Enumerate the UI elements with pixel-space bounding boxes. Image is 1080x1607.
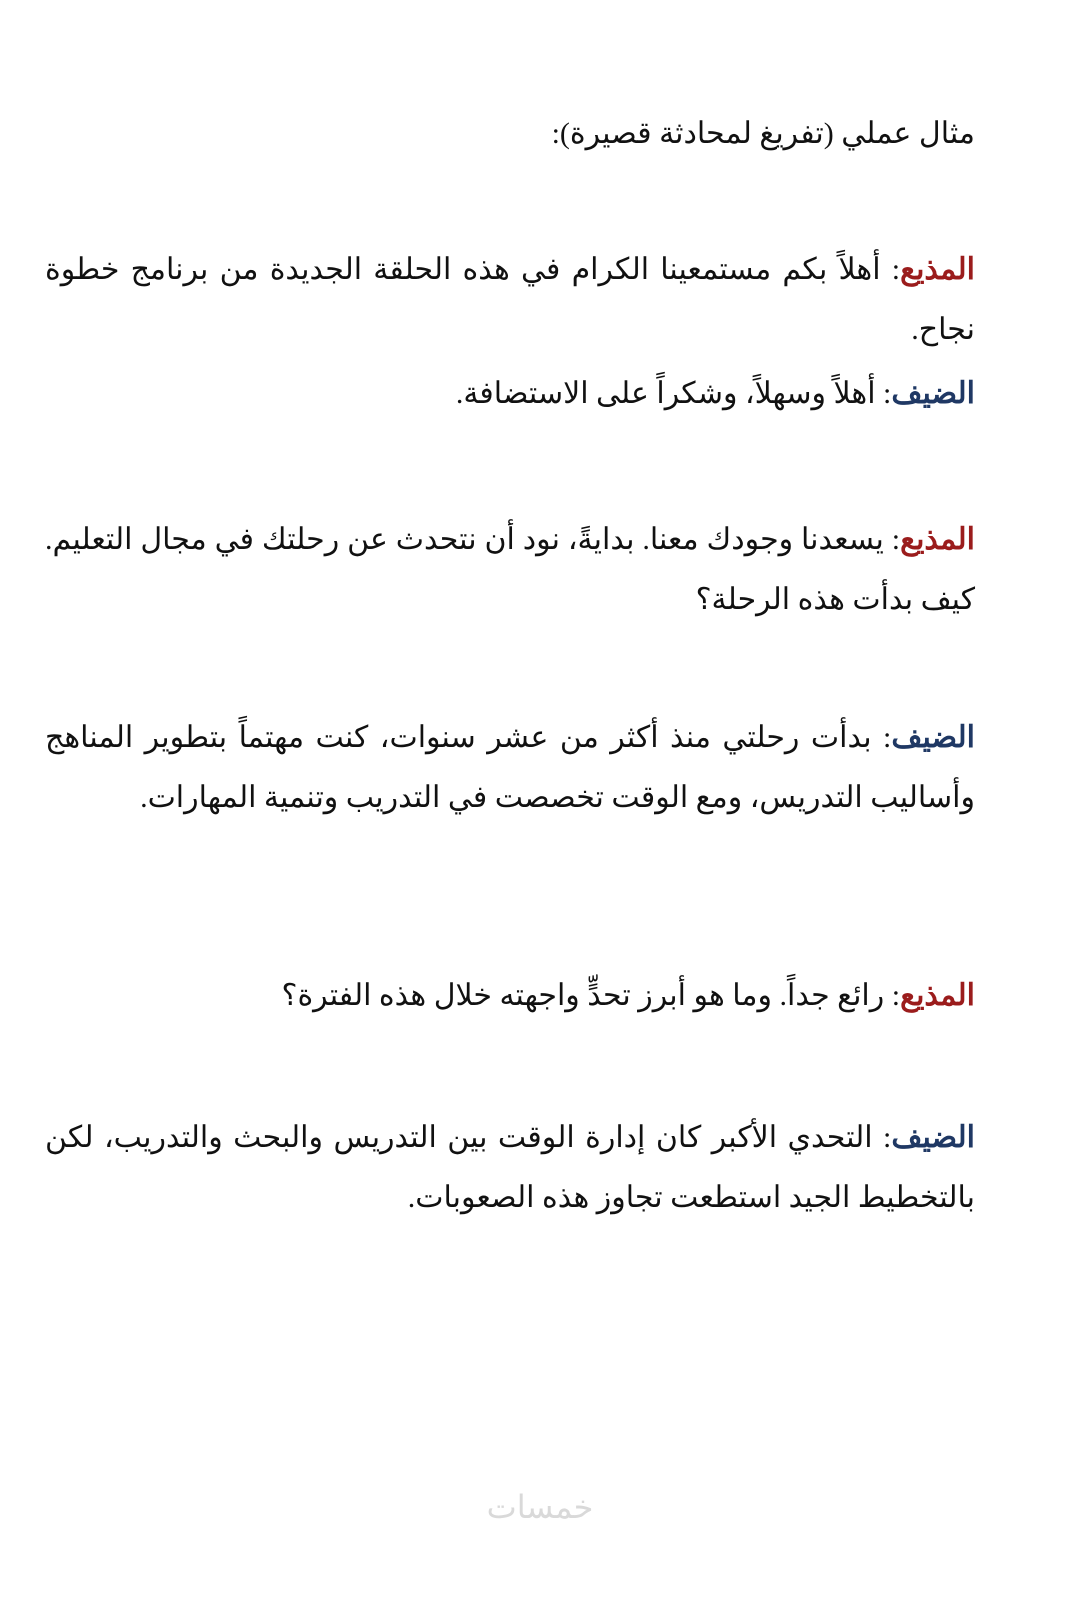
watermark-logo: خمسات — [486, 1488, 594, 1526]
speaker-label-host: المذيع — [900, 979, 975, 1012]
turn-text: أهلاً بكم مستمعينا الكرام في هذه الحلقة الجديدة من برنامج خطوة نجاح. — [45, 253, 975, 346]
speaker-separator: : — [872, 1121, 892, 1154]
speaker-separator: : — [883, 523, 901, 556]
turn-text: يسعدنا وجودك معنا. بدايةً، نود أن نتحدث عن رحلتك في مجال التعليم. كيف بدأت هذه الرحلة؟ — [45, 523, 975, 616]
speaker-label-host: المذيع — [900, 523, 975, 556]
speaker-separator: : — [880, 253, 901, 286]
turn-text: بدأت رحلتي منذ أكثر من عشر سنوات، كنت مهتماً بتطوير المناهج وأساليب التدريس، ومع الوقت تخصصت في التدريب وتنمية المهارات. — [45, 721, 975, 814]
speaker-separator: : — [884, 979, 901, 1012]
turn-text: التحدي الأكبر كان إدارة الوقت بين التدريس والبحث والتدريب، لكن بالتخطيط الجيد استطعت تجاوز هذه الصعوبات. — [45, 1121, 975, 1214]
transcript-turn-host-1 — [45, 240, 975, 360]
speaker-separator: : — [871, 721, 892, 754]
speaker-label-host: المذيع — [900, 253, 975, 286]
transcript-turn-host-3 — [45, 966, 975, 1026]
speaker-separator: : — [875, 377, 892, 410]
transcript-turn-host-2 — [45, 510, 975, 630]
document-heading: مثال عملي (تفريغ لمحادثة قصيرة): — [551, 117, 975, 150]
turn-text: أهلاً وسهلاً، وشكراً على الاستضافة. — [455, 377, 876, 410]
transcript-turn-guest-1 — [45, 364, 975, 424]
transcript-turn-guest-3 — [45, 1108, 975, 1228]
transcript-turn-guest-2 — [45, 708, 975, 828]
speaker-label-guest: الضيف — [891, 721, 975, 754]
speaker-label-guest: الضيف — [891, 1121, 975, 1154]
turn-text: رائع جداً. وما هو أبرز تحدٍّ واجهته خلال هذه الفترة؟ — [281, 979, 885, 1012]
speaker-label-guest: الضيف — [891, 377, 975, 410]
